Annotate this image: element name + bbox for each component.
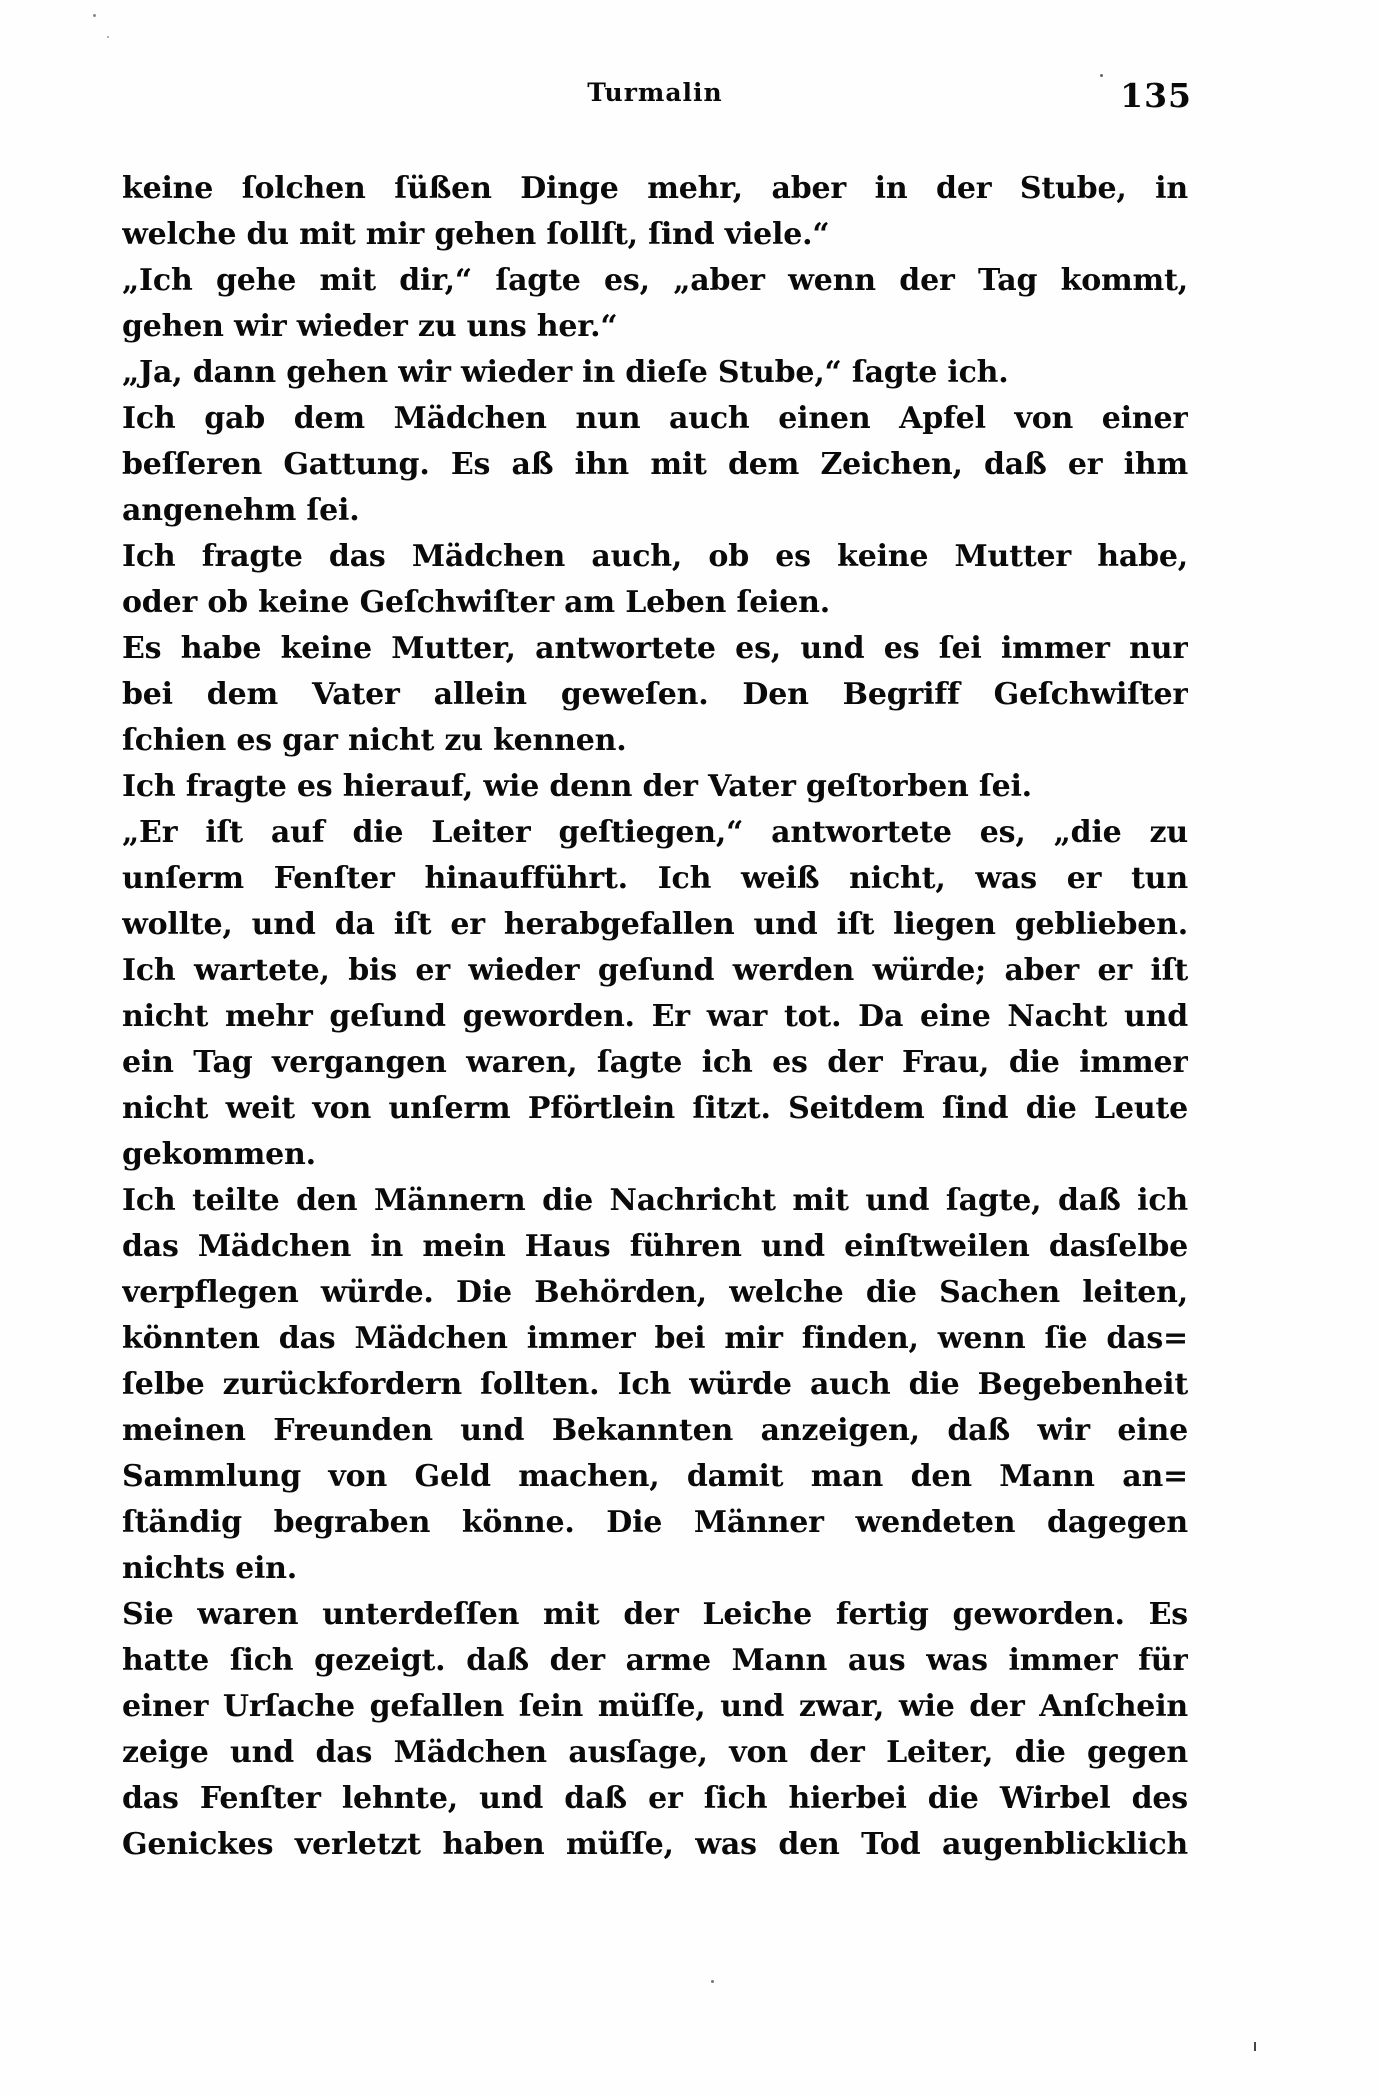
text-line: unſerm Fenſter hinaufführt. Ich weiß nicht, was er tun: [122, 861, 1188, 896]
text-line: „Ja, dann gehen wir wieder in dieſe Stube,“ ſagte ich.: [122, 355, 1009, 390]
text-block: [122, 166, 1188, 1868]
text-line: „Er iſt auf die Leiter geſtiegen,“ antwortete es, „die zu: [122, 815, 1188, 850]
text-line: Ich gab dem Mädchen nun auch einen Apfel von einer: [122, 401, 1188, 436]
text-line: „Ich gehe mit dir,“ ſagte es, „aber wenn der Tag kommt,: [122, 263, 1188, 298]
text-line: ſelbe zurückfordern ſollten. Ich würde auch die Begebenheit: [122, 1367, 1188, 1402]
text-line: Ich fragte das Mädchen auch, ob es keine Mutter habe,: [122, 539, 1188, 574]
text-line: gekommen.: [122, 1137, 316, 1172]
text-line: Ich wartete, bis er wieder geſund werden würde; aber er iſt: [122, 953, 1188, 988]
text-line: das Fenſter lehnte, und daß er ſich hierbei die Wirbel des: [122, 1781, 1188, 1816]
text-line: das Mädchen in mein Haus führen und einſtweilen dasſelbe: [122, 1229, 1188, 1264]
text-line: oder ob keine Geſchwiſter am Leben ſeien.: [122, 585, 831, 620]
text-line: Sie waren unterdeſſen mit der Leiche fertig geworden. Es: [122, 1597, 1188, 1632]
text-line: hatte ſich gezeigt. daß der arme Mann aus was immer für: [122, 1643, 1188, 1678]
text-line: Sammlung von Geld machen, damit man den Mann an=: [122, 1459, 1188, 1494]
scan-speck: [1254, 2042, 1256, 2051]
text-line: ſtändig begraben könne. Die Männer wendeten dagegen: [122, 1505, 1188, 1540]
scan-speck: [93, 14, 96, 17]
text-line: welche du mit mir gehen ſollſt, ſind viele.“: [122, 217, 830, 252]
text-line: zeige und das Mädchen ausſage, von der Leiter, die gegen: [122, 1735, 1188, 1770]
text-line: keine ſolchen ſüßen Dinge mehr, aber in der Stube, in: [122, 171, 1188, 206]
text-line: Ich fragte es hierauf, wie denn der Vater geſtorben ſei.: [122, 769, 1032, 804]
scan-speck: [1100, 74, 1103, 77]
page-number: 135: [1120, 76, 1192, 115]
text-line: ein Tag vergangen waren, ſagte ich es der Frau, die immer: [122, 1045, 1188, 1080]
scan-speck: [711, 1980, 714, 1983]
text-line: wollte, und da iſt er herabgefallen und iſt liegen geblieben.: [122, 907, 1188, 942]
text-line: einer Urſache gefallen ſein müſſe, und zwar, wie der Anſchein: [122, 1689, 1188, 1724]
text-line: ſchien es gar nicht zu kennen.: [122, 723, 627, 758]
text-line: könnten das Mädchen immer bei mir finden, wenn ſie das=: [122, 1321, 1188, 1356]
text-line: bei dem Vater allein geweſen. Den Begriff Geſchwiſter: [122, 677, 1188, 712]
running-title: Turmalin: [587, 78, 723, 107]
text-line: nicht weit von unſerm Pförtlein ſitzt. Seitdem ſind die Leute: [122, 1091, 1188, 1126]
scan-speck: [107, 36, 109, 38]
text-line: gehen wir wieder zu uns her.“: [122, 309, 618, 344]
text-line: nichts ein.: [122, 1551, 298, 1586]
text-line: Ich teilte den Männern die Nachricht mit und ſagte, daß ich: [122, 1183, 1188, 1218]
text-line: angenehm ſei.: [122, 493, 360, 528]
text-line: Genickes verletzt haben müſſe, was den Tod augenblicklich: [122, 1827, 1188, 1862]
text-line: meinen Freunden und Bekannten anzeigen, daß wir eine: [122, 1413, 1188, 1448]
text-line: verpflegen würde. Die Behörden, welche die Sachen leiten,: [122, 1275, 1188, 1310]
text-line: beſſeren Gattung. Es aß ihn mit dem Zeichen, daß er ihm: [122, 447, 1188, 482]
text-line: Es habe keine Mutter, antwortete es, und es ſei immer nur: [122, 631, 1188, 666]
text-line: nicht mehr geſund geworden. Er war tot. Da eine Nacht und: [122, 999, 1188, 1034]
